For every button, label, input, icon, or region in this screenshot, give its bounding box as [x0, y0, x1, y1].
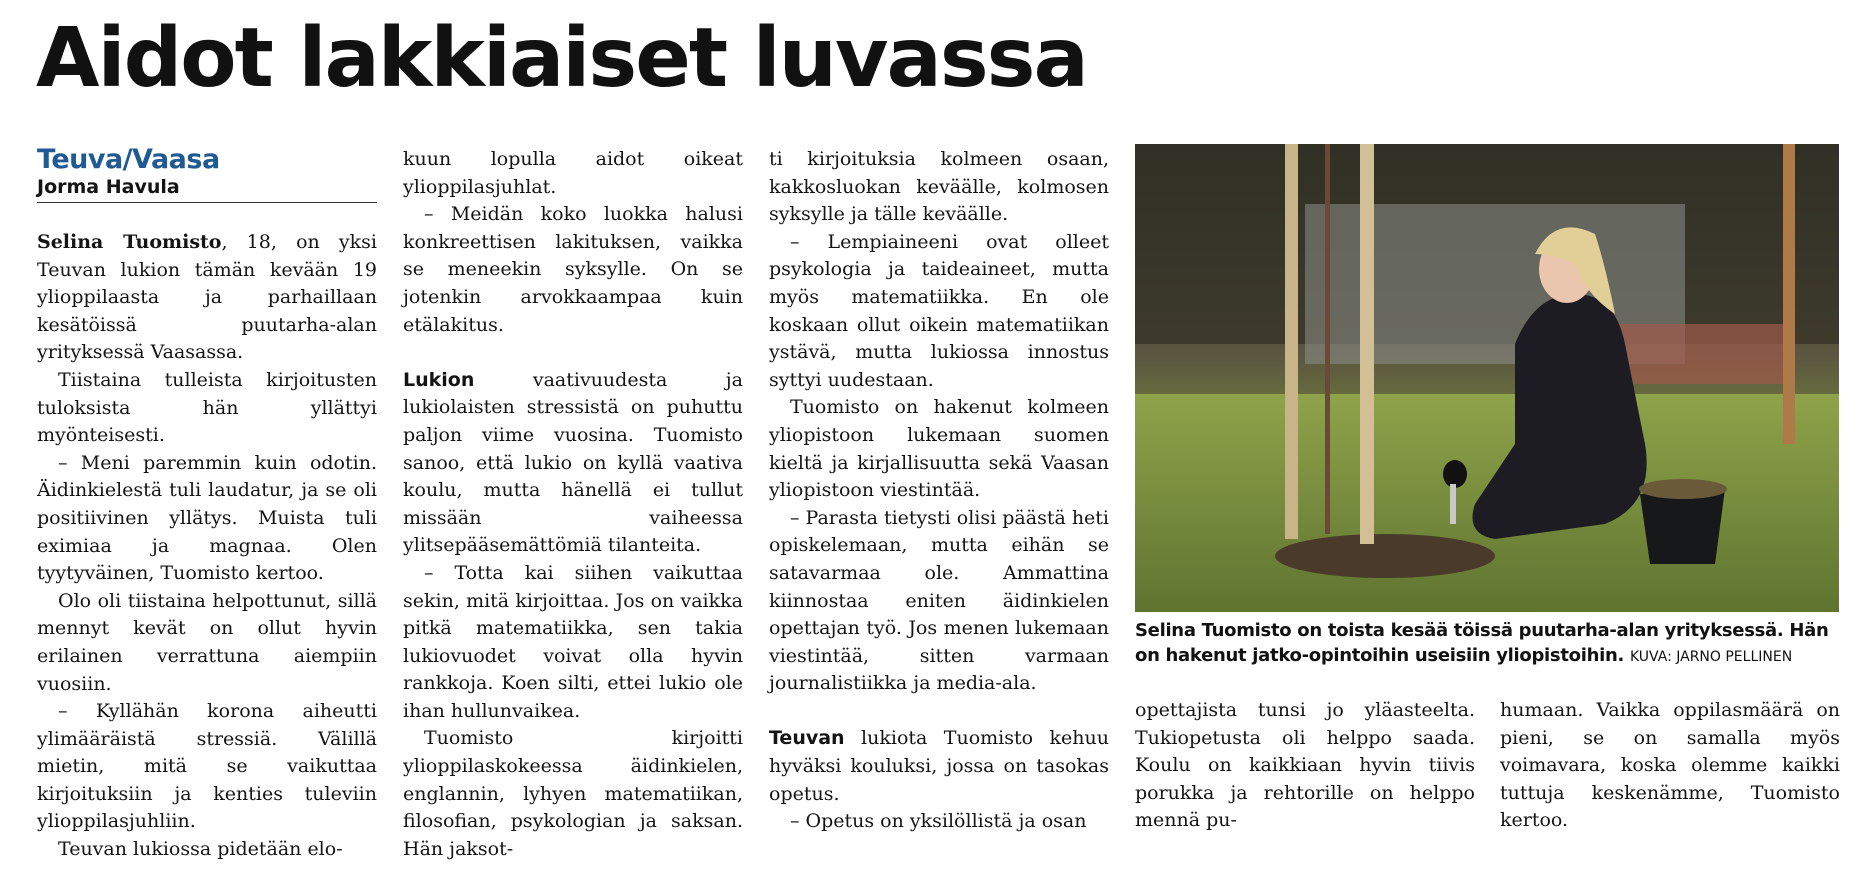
paragraph: Tuomisto kirjoitti ylioppilaskokeessa äidinkielen, englannin, lyhyen matematiikan, filosofian, psykologian ja saksan. Hän jaksot-: [403, 727, 743, 860]
paragraph: – Meidän koko luokka halusi konkreettisen lakituksen, vaikka se meneekin syksylle. On se jotenkin arvokkaampaa kuin etälakitus.: [403, 203, 743, 336]
article-column-2: [403, 146, 743, 863]
paragraph: – Meni paremmin kuin odotin. Äidinkielestä tuli laudatur, ja se oli positiivinen yllätys. Muista tuli eximiaa ja magnaa. Olen tyytyväinen, Tuomisto kertoo.: [37, 451, 377, 585]
paragraph: Teuvan lukiossa pidetään elo-: [58, 838, 343, 861]
photo-credit: KUVA: JARNO PELLINEN: [1630, 649, 1793, 665]
paragraph: – Parasta tietysti olisi päästä heti opiskelemaan, mutta eihän se satavarmaa ole. Ammattina kiinnostaa eniten äidinkielen opettajan työ. Jos menen lukemaan viestintää, sitten varmaan journalistiikka ja media-ala.: [769, 506, 1110, 695]
article-column-1: [37, 145, 377, 864]
subhead-paragraph: [403, 367, 743, 560]
subhead-text: lukiota Tuomisto kehuu hyväksi kouluksi, jossa on tasokas opetus.: [769, 727, 1109, 805]
paragraph: opettajista tunsi jo yläasteelta. Tukiopetusta oli helppo saada. Koulu on kaikkiaan hyvin tiivis porukka ja rehtorille on helppo mennä pu-: [1135, 699, 1475, 832]
paragraph: – Totta kai siihen vaikuttaa sekin, mitä kirjoittaa. Jos on vaikka pitkä matematiikka, sen takia lukiovuodet voivat olla hyvin rankkoja. Koen silti, ettei lukio ole ihan hullunvaikea.: [403, 561, 743, 722]
article-photo: [1135, 144, 1839, 612]
headline: Aidot lakkiaiset luvassa: [36, 11, 1087, 106]
paragraph: Tuomisto on hakenut kolmeen yliopistoon lukemaan suomen kieltä ja kirjallisuutta sekä Vaasan yliopistoon viestintää.: [769, 396, 1109, 502]
paragraph: – Kyllähän korona aiheutti ylimääräistä stressiä. Välillä mietin, mitä se vaikuttaa kirjoituksiin ja kenties tuleviin ylioppilasjuhliin.: [37, 700, 377, 833]
article-column-3: [769, 146, 1109, 836]
subhead-text: vaativuudesta ja lukiolaisten stressistä on puhuttu paljon viime vuosina. Tuomisto sanoo, että lukio on kyllä vaativa koulu, mutta hänellä ei tullut missään vaiheessa ylitsepääsemättömiä tilanteita.: [403, 368, 743, 557]
photo-caption: [1135, 618, 1839, 670]
subhead-lead: Lukion: [403, 368, 475, 391]
dateline: Teuva/Vaasa: [37, 144, 220, 175]
paragraph: Tiistaina tulleista kirjoitusten tuloksista hän yllättyi myönteisesti.: [37, 368, 377, 447]
byline-author: Jorma Havula: [37, 175, 377, 203]
lead-text: , 18, on yksi Teuvan lukion tämän kevään 19 ylioppilaasta ja parhaillaan kesätöissä puutarha-alan yrityksessä Vaasassa.: [37, 231, 377, 364]
photo-illustration: [1135, 144, 1839, 612]
subhead-lead: Teuvan: [769, 727, 845, 750]
lead-paragraph: [37, 229, 377, 367]
lead-name: Selina Tuomisto: [37, 231, 222, 253]
caption-text: Selina Tuomisto on toista kesää töissä puutarha-alan yrityksessä. Hän on hakenut jatko-opintoihin useisiin yliopistoihin.: [1135, 620, 1829, 666]
paragraph: – Lempiaineeni ovat olleet psykologia ja taideaineet, mutta myös matematiikka. En ole koskaan ollut oikein matematiikan ystävä, mutta lukiossa innostus syttyi uudestaan.: [769, 230, 1109, 391]
paragraph: kuun lopulla aidot oikeat ylioppilasjuhlat.: [403, 148, 743, 198]
paragraph: Olo oli tiistaina helpottunut, sillä mennyt kevät on ollut hyvin erilainen verrattuna aiempiin vuosiin.: [37, 589, 377, 695]
article-column-5: [1500, 697, 1840, 835]
paragraph: ti kirjoituksia kolmeen osaan, kakkosluokan keväälle, kolmosen syksylle ja tälle keväälle.: [769, 148, 1109, 226]
article-column-4: [1135, 697, 1475, 835]
paragraph: – Opetus on yksilöllistä ja osan: [790, 810, 1087, 833]
paragraph: humaan. Vaikka oppilasmäärä on pieni, se on samalla myös voimavara, koska olemme kaikki tuttuja keskenämme, Tuomisto kertoo.: [1500, 699, 1840, 832]
subhead-paragraph: [769, 725, 1109, 808]
